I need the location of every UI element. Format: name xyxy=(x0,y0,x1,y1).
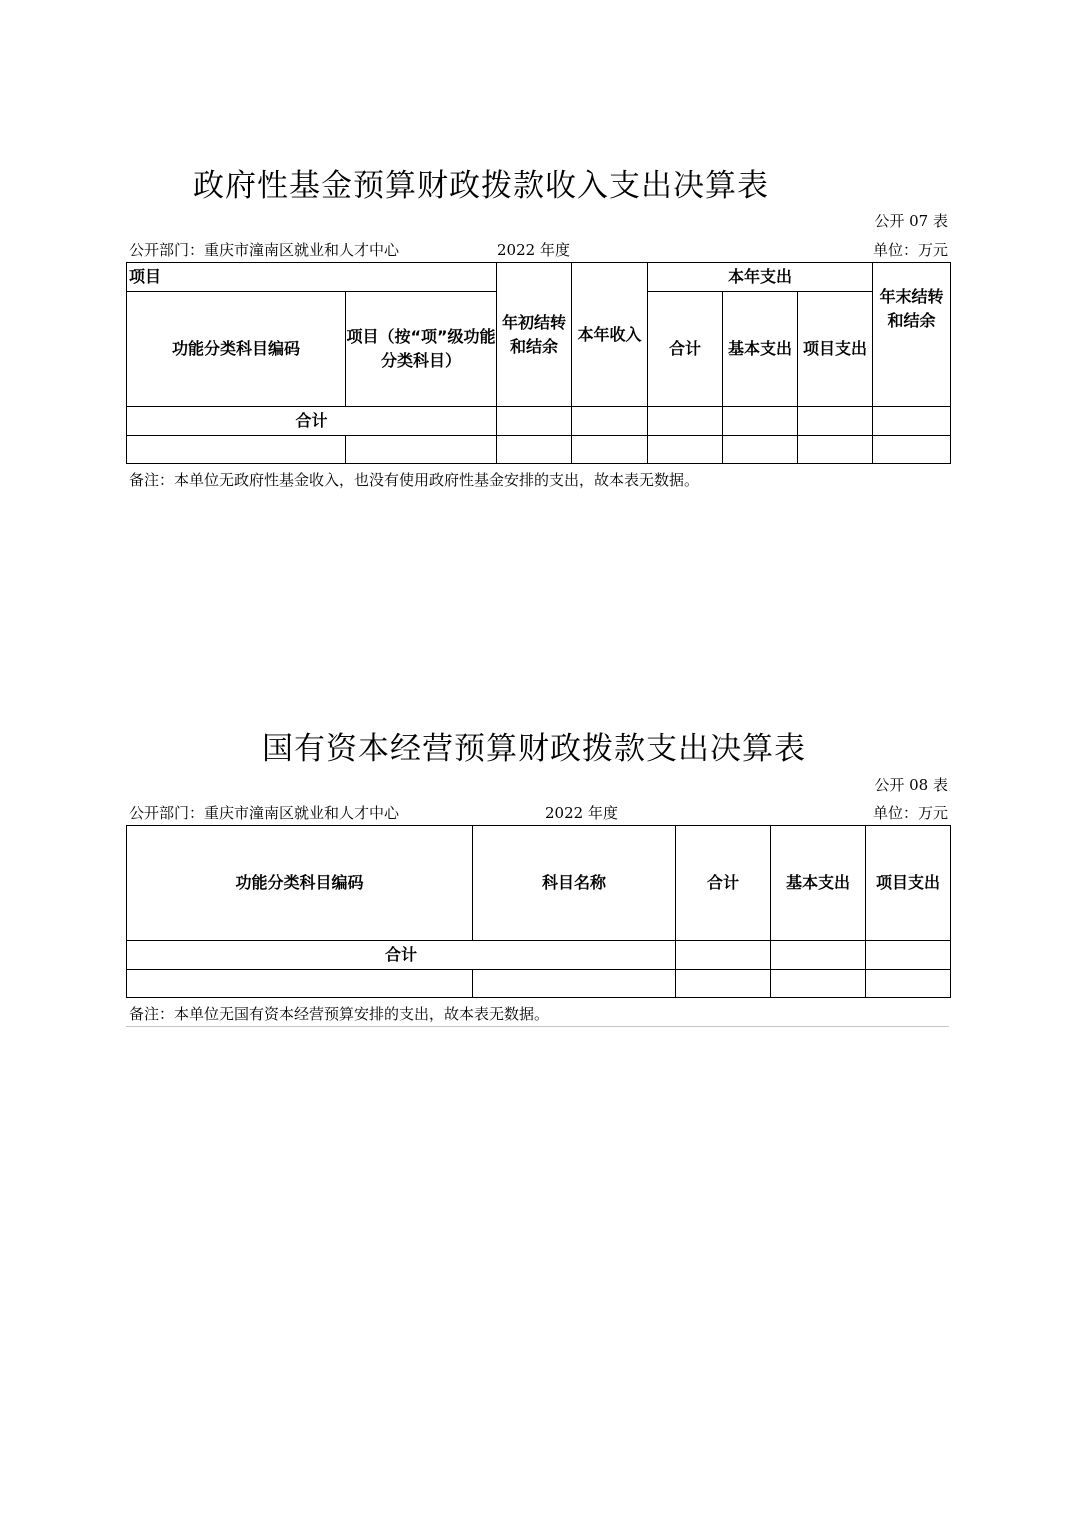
header-func-code: 功能分类科目编码 xyxy=(127,826,473,941)
table-cell xyxy=(572,436,648,464)
header-project: 项目 xyxy=(127,263,497,292)
table-cell xyxy=(497,436,572,464)
table-cell xyxy=(723,407,798,436)
header-end-balance: 年末结转和结余 xyxy=(873,263,951,407)
table1 xyxy=(126,262,951,464)
header-project-level: 项目（按“项”级功能分类科目） xyxy=(346,292,497,407)
table-cell xyxy=(873,436,951,464)
table-cell xyxy=(771,970,866,998)
table-cell xyxy=(771,941,866,970)
table1-note: 备注：本单位无政府性基金收入，也没有使用政府性基金安排的支出，故本表无数据。 xyxy=(129,471,700,489)
table-cell xyxy=(866,970,951,998)
header-project-exp: 项目支出 xyxy=(798,292,873,407)
header-subject-name: 科目名称 xyxy=(473,826,676,941)
table-cell xyxy=(127,436,346,464)
header-income: 本年收入 xyxy=(572,263,648,407)
table-cell xyxy=(676,941,771,970)
table-cell xyxy=(676,970,771,998)
table2-note: 备注：本单位无国有资本经营预算安排的支出，故本表无数据。 xyxy=(129,1005,550,1023)
total-row xyxy=(127,941,951,970)
header-func-code: 功能分类科目编码 xyxy=(127,292,346,407)
table-row xyxy=(127,970,951,998)
divider xyxy=(126,1026,949,1027)
table-cell xyxy=(866,941,951,970)
table2-year: 2022 年度 xyxy=(545,804,618,822)
table2 xyxy=(126,825,951,998)
table-cell xyxy=(346,436,497,464)
table-row xyxy=(127,436,951,464)
table-cell xyxy=(648,407,723,436)
table1-unit: 单位：万元 xyxy=(872,241,948,259)
header-basic: 基本支出 xyxy=(771,826,866,941)
table-cell xyxy=(873,407,951,436)
table-cell xyxy=(798,407,873,436)
table2-code: 公开 08 表 xyxy=(874,776,948,794)
table-cell xyxy=(723,436,798,464)
table-cell xyxy=(648,436,723,464)
header-expense-group: 本年支出 xyxy=(648,263,873,292)
table2-title: 国有资本经营预算财政拨款支出决算表 xyxy=(262,731,806,767)
table-cell xyxy=(473,970,676,998)
total-label: 合计 xyxy=(127,407,497,436)
table-cell xyxy=(497,407,572,436)
table1-code: 公开 07 表 xyxy=(874,212,948,230)
header-total: 合计 xyxy=(676,826,771,941)
table-cell xyxy=(572,407,648,436)
header-total: 合计 xyxy=(648,292,723,407)
header-basic: 基本支出 xyxy=(723,292,798,407)
table1-dept: 公开部门：重庆市潼南区就业和人才中心 xyxy=(129,241,400,259)
table1-year: 2022 年度 xyxy=(497,241,570,259)
table-cell xyxy=(127,970,473,998)
table2-dept: 公开部门：重庆市潼南区就业和人才中心 xyxy=(129,804,400,822)
table1-title: 政府性基金预算财政拨款收入支出决算表 xyxy=(193,168,769,204)
table-cell xyxy=(798,436,873,464)
header-begin-balance: 年初结转和结余 xyxy=(497,263,572,407)
total-label: 合计 xyxy=(127,941,676,970)
header-project-exp: 项目支出 xyxy=(866,826,951,941)
table2-unit: 单位：万元 xyxy=(872,804,948,822)
total-row xyxy=(127,407,951,436)
